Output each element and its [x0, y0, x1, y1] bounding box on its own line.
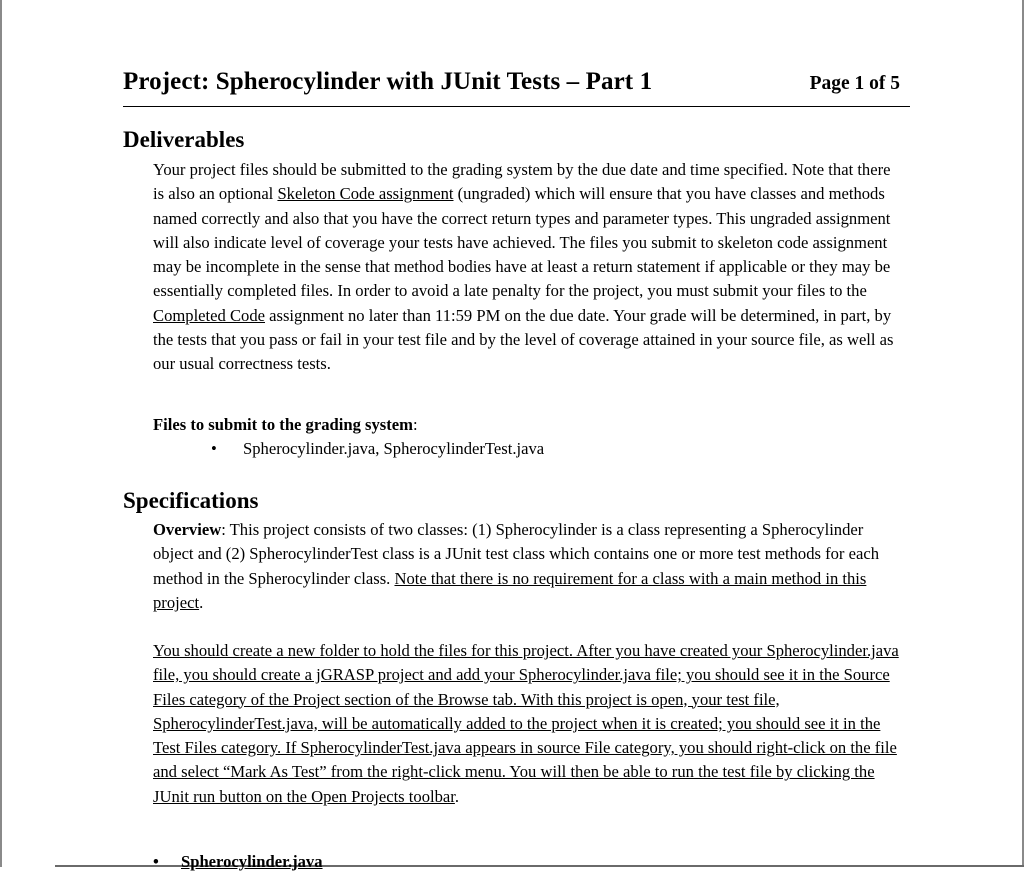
- overview-end: .: [199, 592, 204, 612]
- overview-text: : This project consists of two classes: (1) Spherocylinder is a class representing a Spherocylinder object and (2) SpherocylinderTest class is a JUnit test class which contains one or more test methods for each method in the Spherocylinder class.: [153, 520, 880, 588]
- deliverables-text-3: assignment no later than 11:59 PM on the due date. Your grade will be determined, in part, by the tests that you pass or fail in your test file and by the level of coverage attained in your source file, as well as our usual correctness tests.: [153, 305, 894, 374]
- deliverables-paragraph: [153, 158, 903, 377]
- specifications-heading: Specifications: [123, 488, 259, 513]
- skeleton-code-link[interactable]: Skeleton Code assignment: [277, 184, 454, 204]
- overview-label: Overview: [153, 520, 222, 539]
- bullet-icon: •: [211, 439, 217, 458]
- page-number: Page 1 of 5: [809, 73, 900, 94]
- files-list-text: Spherocylinder.java, SpherocylinderTest.java: [243, 439, 545, 458]
- bullet-icon: •: [153, 852, 159, 871]
- deliverables-heading: Deliverables: [123, 127, 245, 152]
- instructions-text: You should create a new folder to hold the files for this project. After you have created your Spherocylinder.java file, you should create a jGRASP project and add your Spherocylinder.java file; you should see it in the Source Files category of the Project section of the Browse tab. With this project is open, your test file, SpherocylinderTest.java, will be automatically added to the project when it is created; you should see it in the Test Files category. If SpherocylinderTest.java appears in source File category, you should right-click on the file and select “Mark As Test” from the right-click menu. You will then be able to run the test file by clicking the JUnit run button on the Open Projects toolbar: [153, 641, 899, 806]
- files-to-submit-label: [153, 413, 903, 437]
- next-bullet-item: [153, 852, 323, 872]
- instructions-end: .: [454, 786, 460, 806]
- deliverables-text-1: Your project files should be submitted to the grading system by the due date and time specified. Note that there is also an optional: [153, 160, 891, 204]
- deliverables-text-2: (ungraded) which will ensure that you have classes and methods named correctly and also that you have the correct return types and parameter types. This ungraded assignment will also indicate level of coverage your tests have achieved. The files you submit to skeleton code assignment may be incomplete in the sense that method bodies have at least a return statement if applicable or they may be essentially completed files. In order to avoid a late penalty for the project, you must submit your files to the: [153, 184, 891, 301]
- overview-note: Note that there is no requirement for a class with a main method in this project: [153, 568, 867, 612]
- page-header: [123, 68, 910, 107]
- overview-paragraph: [153, 518, 903, 615]
- document-title: Project: Spherocylinder with JUnit Tests – Part 1: [123, 68, 653, 95]
- completed-code-link[interactable]: Completed Code: [153, 305, 265, 325]
- page-left-edge: [0, 0, 2, 867]
- next-bullet-text: Spherocylinder.java: [181, 852, 323, 871]
- instructions-paragraph: [153, 639, 903, 809]
- files-label-colon: :: [412, 415, 418, 434]
- files-list-item: [211, 439, 544, 459]
- files-label-text: Files to submit to the grading system: [153, 415, 413, 434]
